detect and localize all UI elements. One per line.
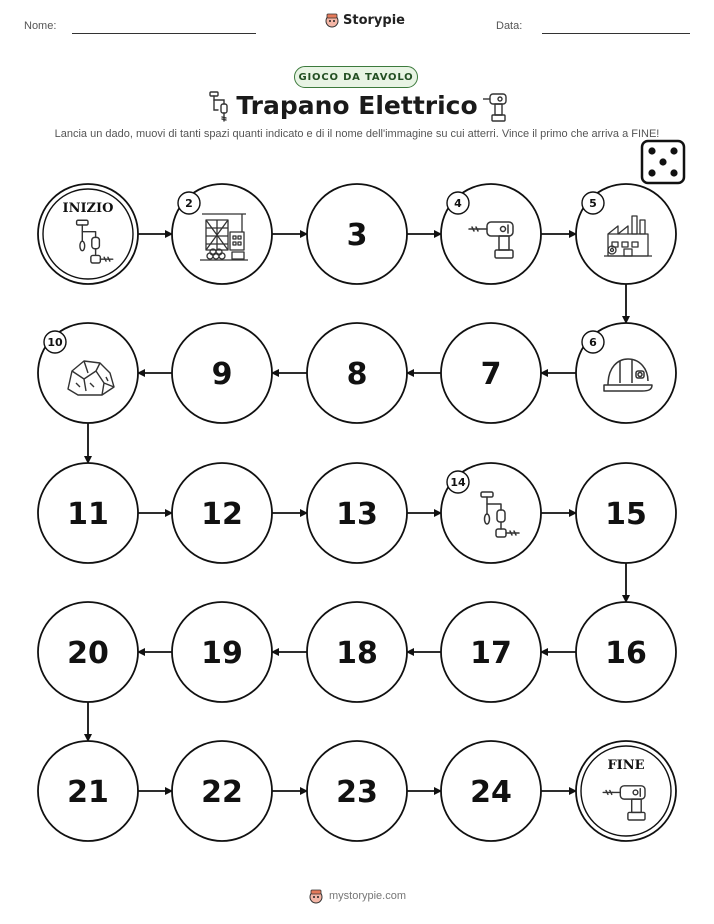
- space-number: 9: [211, 357, 233, 392]
- page-title: Trapano Elettrico: [236, 91, 478, 120]
- board-space-16[interactable]: [576, 602, 676, 702]
- brand-name: Storypie: [343, 12, 405, 28]
- space-number: 8: [346, 357, 368, 392]
- category-badge: GIOCO DA TAVOLO: [294, 66, 418, 88]
- space-number: 12: [201, 497, 243, 532]
- dice-pip: [670, 169, 677, 176]
- dice-pip: [659, 158, 666, 165]
- board-space-23[interactable]: [307, 741, 407, 841]
- board-space-20[interactable]: [38, 602, 138, 702]
- board-space-22[interactable]: [172, 741, 272, 841]
- space-number: 18: [336, 636, 378, 671]
- board-space-21[interactable]: [38, 741, 138, 841]
- board-space-1[interactable]: [38, 184, 138, 284]
- board-space-5[interactable]: [576, 184, 676, 284]
- space-number: 6: [589, 336, 597, 349]
- board-space-4[interactable]: [441, 184, 541, 284]
- space-number: 16: [605, 636, 647, 671]
- footer: [0, 888, 714, 904]
- board-space-3[interactable]: [307, 184, 407, 284]
- board-space-11[interactable]: [38, 463, 138, 563]
- space-number: 23: [336, 775, 378, 810]
- start-label: INIZIO: [62, 201, 114, 216]
- board-space-12[interactable]: [172, 463, 272, 563]
- space-number: 21: [67, 775, 109, 810]
- end-label: FINE: [607, 758, 645, 773]
- dice-pip: [670, 147, 677, 154]
- space-number: 20: [67, 636, 109, 671]
- space-number: 14: [450, 476, 466, 489]
- name-label: Nome:: [24, 20, 57, 32]
- board-space-6[interactable]: [576, 323, 676, 423]
- space-number: 24: [470, 775, 512, 810]
- space-number: 10: [47, 336, 63, 349]
- board-space-17[interactable]: [441, 602, 541, 702]
- space-number: 3: [346, 218, 368, 253]
- space-number: 13: [336, 497, 378, 532]
- board-space-25[interactable]: [576, 741, 676, 841]
- board-space-14[interactable]: [441, 463, 541, 563]
- board-space-19[interactable]: [172, 602, 272, 702]
- dice-pip: [648, 169, 655, 176]
- space-circle: [576, 741, 676, 841]
- board-space-15[interactable]: [576, 463, 676, 563]
- space-number: 4: [454, 197, 462, 210]
- board-space-8[interactable]: [307, 323, 407, 423]
- space-circle: [38, 184, 138, 284]
- instructions: Lancia un dado, muovi di tanti spazi quanti indicato e di il nome dell'immagine su cui atterri. Vince il primo che arriva a FINE!: [54, 128, 660, 140]
- board-space-24[interactable]: [441, 741, 541, 841]
- board-space-13[interactable]: [307, 463, 407, 563]
- space-number: 7: [480, 357, 502, 392]
- space-number: 11: [67, 497, 109, 532]
- space-number: 2: [185, 197, 193, 210]
- board-space-9[interactable]: [172, 323, 272, 423]
- space-number: 22: [201, 775, 243, 810]
- space-number: 15: [605, 497, 647, 532]
- space-number: 19: [201, 636, 243, 671]
- date-label: Data:: [496, 20, 523, 32]
- board-space-10[interactable]: [38, 323, 138, 423]
- space-number: 17: [470, 636, 512, 671]
- dice-icon: [642, 141, 684, 183]
- board-space-18[interactable]: [307, 602, 407, 702]
- board-space-2[interactable]: [172, 184, 272, 284]
- space-number: 5: [589, 197, 597, 210]
- footer-mascot-icon: [308, 888, 324, 904]
- footer-url: mystorypie.com: [328, 890, 407, 902]
- dice-pip: [648, 147, 655, 154]
- board-space-7[interactable]: [441, 323, 541, 423]
